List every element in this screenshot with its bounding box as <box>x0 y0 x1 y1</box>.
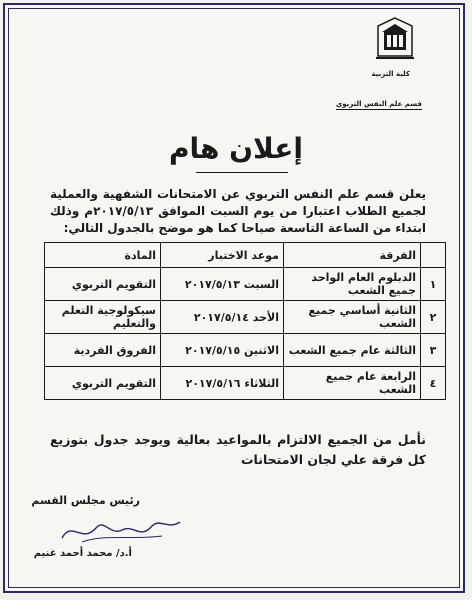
row-subject: الفروق الفردية <box>45 334 161 367</box>
signatory-name: أ.د/ محمد أحمد غنيم <box>33 548 132 559</box>
row-date: الثلاثاء ٢٠١٧/٥/١٦ <box>161 367 284 400</box>
header-exam-date: موعد الاختبار <box>161 243 284 268</box>
announcement-title: إعلان هام <box>168 132 304 165</box>
announcement-intro: يعلن قسم علم النفس التربوي عن الامتحانات الشفهية والعملية لجميع الطلاب اعتبارا من يوم السبت الموافق ٢٠١٧/٥/١٣م وذلك ابتداء من الساعة التاسعة صباحا كما هو موضح بالجدول التالي: <box>50 187 426 235</box>
row-date: الاثنين ٢٠١٧/٥/١٥ <box>161 334 284 367</box>
header-number <box>421 243 446 268</box>
table-header-row <box>45 243 446 268</box>
row-group: الرابعة عام جميع الشعب <box>284 367 421 400</box>
header-group: الفرقة <box>284 243 421 268</box>
table-row <box>45 268 446 301</box>
closing-note: نأمل من الجميع الالتزام بالمواعيد بعالية ويوجد جدول بتوزيع كل فرقة علي لجان الامتحانات <box>50 432 426 467</box>
department-name: قسم علم النفس التربوي <box>335 100 422 108</box>
exam-schedule-table <box>44 242 446 400</box>
title-underline <box>196 172 288 173</box>
handwritten-signature <box>52 500 192 550</box>
row-subject: التقويم التربوي <box>45 367 161 400</box>
row-number: ١ <box>421 268 446 301</box>
row-number: ٢ <box>421 301 446 334</box>
row-date: الأحد ٢٠١٧/٥/١٤ <box>161 301 284 334</box>
college-name: كلية التربية <box>371 70 410 78</box>
signatory-title: رئيس مجلس القسم <box>31 494 140 507</box>
table-row <box>45 301 446 334</box>
row-date: السبت ٢٠١٧/٥/١٣ <box>161 268 284 301</box>
university-logo <box>372 16 418 62</box>
table-row <box>45 367 446 400</box>
row-subject: التقويم التربوي <box>45 268 161 301</box>
row-group: الدبلوم العام الواحد جميع الشعب <box>284 268 421 301</box>
row-number: ٤ <box>421 367 446 400</box>
row-group: الثانية أساسي جميع الشعب <box>284 301 421 334</box>
row-group: الثالثة عام جميع الشعب <box>284 334 421 367</box>
row-number: ٣ <box>421 334 446 367</box>
header-subject: المادة <box>45 243 161 268</box>
table-row <box>45 334 446 367</box>
row-subject: سيكولوجية التعلم والتعليم <box>45 301 161 334</box>
